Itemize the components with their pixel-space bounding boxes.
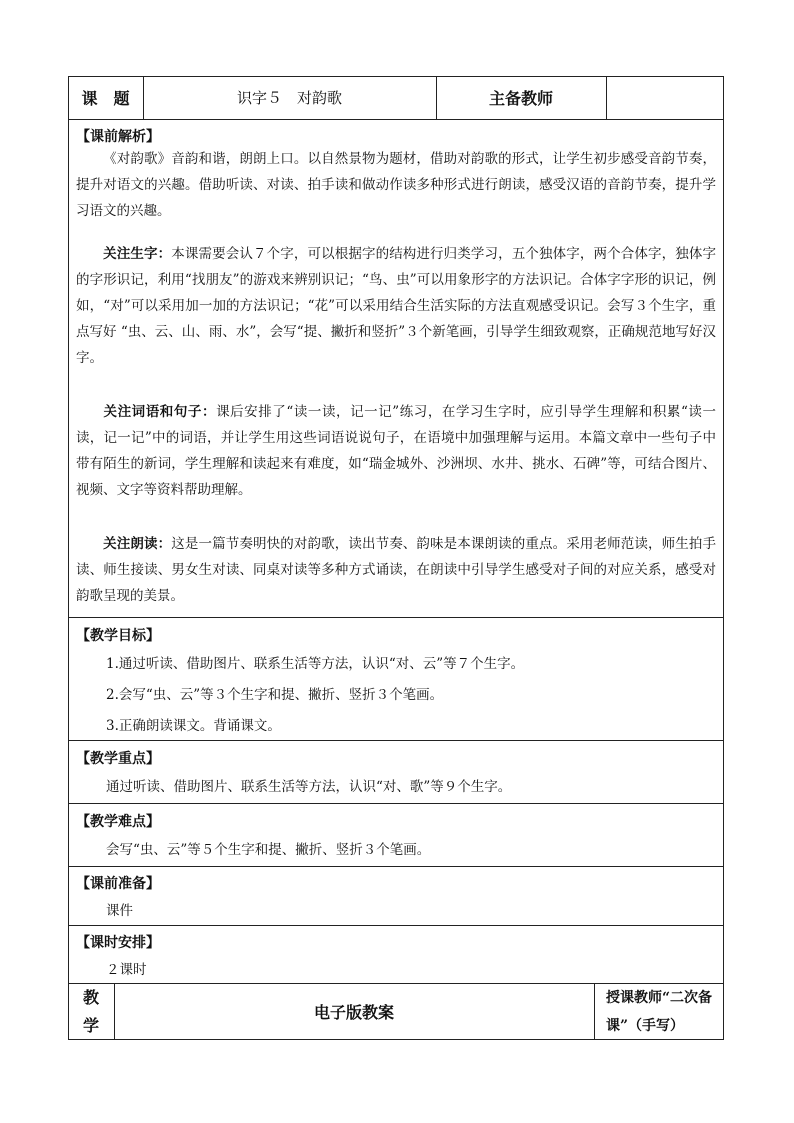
lead-teacher-value[interactable] <box>606 76 724 119</box>
row-divider <box>68 866 724 867</box>
focus-reading-paragraph: 关注朗读：这是一篇节奏明快的对韵歌，读出节奏、韵味是本课朗读的重点。采用老师范读，师生拍手读、师生接读、男女生对读、同桌对读等多种方式诵读，在朗读中引导学生感受对子间的对应关系，感受对韵歌呈现的美景。 <box>76 536 716 604</box>
lead-teacher-label: 主备教师 <box>488 89 553 108</box>
focus-reading-label: 关注朗读： <box>103 536 172 552</box>
preparation-heading: 【课前准备】 <box>76 876 160 892</box>
row-divider <box>68 119 724 120</box>
teaching-label <box>68 983 114 1040</box>
row-divider <box>68 925 724 926</box>
pre-analysis-intro: 《对韵歌》音韵和谐，朗朗上口。以自然景物为题材，借助对韵歌的形式，让学生初步感受音韵节奏，提升对语文的兴趣。借助听读、对读、拍手读和做动作读多种形式进行朗读，感受汉语的音韵节奏，提升学习语文的兴趣。 <box>76 151 716 219</box>
row-divider <box>68 803 724 804</box>
goal-item: 2.会写“虫、云”等３个生字和提、撇折、竖折３个笔画。 <box>106 687 444 703</box>
schedule-heading: 【课时安排】 <box>76 935 160 951</box>
focus-words-paragraph: 关注词语和句子：课后安排了“读一读，记一记”练习，在学习生字时，应引导学生理解和积累“读一读，记一记”中的词语，并让学生用这些词语说说句子，在语境中加强理解与运用。本篇文章中一些句子中带有陌生的新词，学生理解和读起来有难度，如“瑞金城外、沙洲坝、水井、挑水、石碑”等，可结合图片、视频、文字等资料帮助理解。 <box>76 404 716 498</box>
focus-characters-label: 关注生字： <box>103 246 172 262</box>
focus-words-label: 关注词语和句子： <box>103 404 217 420</box>
focus-characters-paragraph: 关注生字：本课需要会认７个字，可以根据字的结构进行归类学习，五个独体字，两个合体字，独体字的字形识记，利用“找朋友”的游戏来辨别识记；“鸟、虫”可以用象形字的方法识记。合体字字形的识记，例如，“对”可以采用加一加的方法识记；“花”可以采用结合生活实际的方法直观感受识记。会写３个生字，重点写好 “虫、云、山、雨、水”，会写“提、撇折和竖折”３个新笔画，引导学生细致观察，正确规范地写好汉字。 <box>76 246 716 366</box>
electronic-lesson-plan-label: 电子版教案 <box>313 1003 394 1022</box>
teaching-label-line: 学 <box>82 1016 99 1035</box>
subject-label: 课 题 <box>81 89 130 108</box>
difficulties-text: 会写“虫、云”等５个生字和提、撇折、竖折３个笔画。 <box>106 842 431 858</box>
lesson-title: 识字５ 对韵歌 <box>236 89 342 107</box>
goals-heading: 【教学目标】 <box>76 628 160 644</box>
row-divider <box>68 617 724 618</box>
lesson-plan-table <box>68 76 724 1040</box>
goal-item: 1.通过听读、借助图片、联系生活等方法，认识“对、云”等７个生字。 <box>106 656 525 672</box>
key-points-text: 通过听读、借助图片、联系生活等方法，认识“对、歌”等９个生字。 <box>106 779 512 795</box>
pre-analysis-heading: 【课前解析】 <box>76 129 160 145</box>
difficulties-heading: 【教学难点】 <box>76 814 160 830</box>
goal-item: 3.正确朗读课文。背诵课文。 <box>106 718 281 734</box>
handwritten-revision-label: 授课教师“二次备课”（手写） <box>606 990 713 1034</box>
teaching-label-line: 教 <box>82 988 99 1007</box>
schedule-text: ２课时 <box>106 962 147 978</box>
row-divider <box>68 740 724 741</box>
preparation-text: 课件 <box>106 903 133 919</box>
key-points-heading: 【教学重点】 <box>76 751 160 767</box>
